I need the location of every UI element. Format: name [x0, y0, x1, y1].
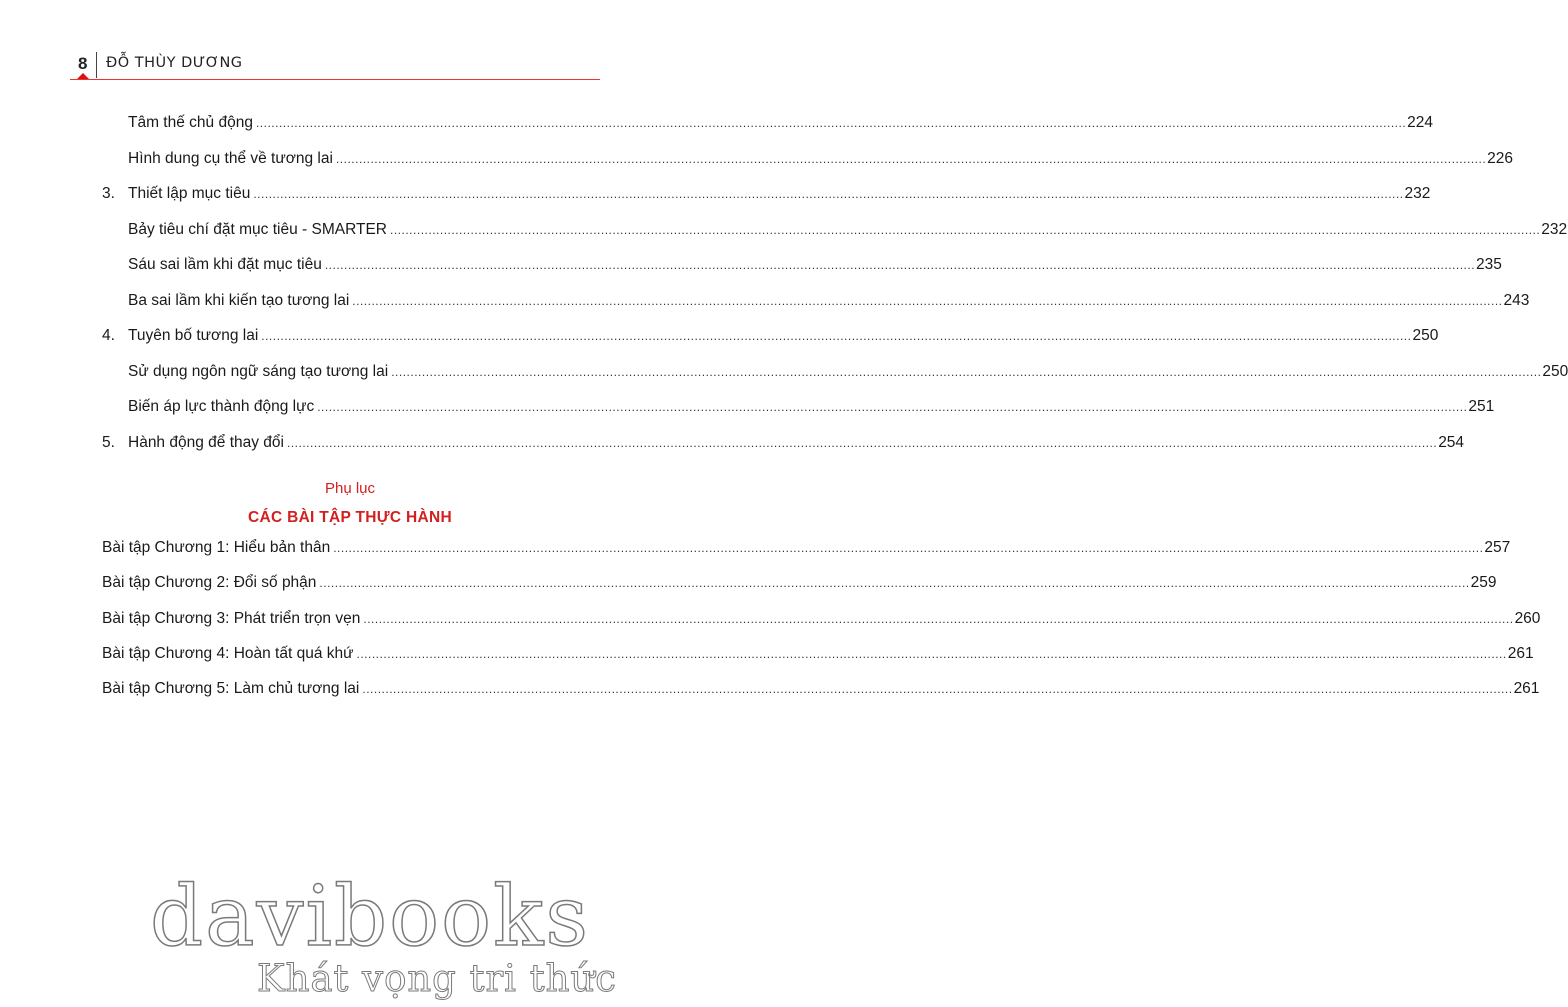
toc-entry-number: 5.	[102, 433, 115, 451]
toc-entry-page: 232	[1541, 220, 1568, 238]
toc-entry-title: Sáu sai lầm khi đặt mục tiêu	[128, 256, 322, 273]
toc-entry-title: Bảy tiêu chí đặt mục tiêu - SMARTER	[128, 220, 388, 238]
appendix-subtitle: Phụ lục	[324, 480, 376, 497]
dot-leader: ............................................................................................................................................................................................................................................................................................................	[255, 116, 1407, 130]
dot-leader: ............................................................................................................................................................................................................................................................................................................	[317, 400, 1468, 414]
toc-entry-title: Biến áp lực thành động lực	[128, 398, 315, 415]
toc-entry	[128, 114, 1434, 138]
toc-entry-page: 226	[1487, 149, 1514, 167]
triangle-marker-icon	[77, 73, 89, 79]
toc-entry	[102, 609, 1541, 634]
toc-entry	[102, 644, 1534, 669]
toc-entry	[102, 574, 1497, 598]
dot-leader: ............................................................................................................................................................................................................................................................................................................	[362, 682, 1513, 697]
toc-entry	[102, 433, 1465, 458]
watermark-logo: davibooks	[150, 868, 591, 965]
dot-leader: ............................................................................................................................................................................................................................................................................................................	[261, 329, 1412, 343]
toc-entry-title: Bài tập Chương 2: Đổi số phận	[102, 574, 317, 592]
toc-entry	[102, 185, 1431, 209]
toc-entry-page: 235	[1476, 256, 1502, 273]
toc-entry-page: 250	[1412, 327, 1439, 344]
toc-entry-page: 254	[1438, 433, 1465, 451]
toc-entry	[102, 327, 1439, 351]
toc-entry-page: 243	[1503, 291, 1530, 309]
toc-entry-page: 261	[1513, 680, 1540, 698]
toc-entry	[128, 149, 1514, 174]
dot-leader: ............................................................................................................................................................................................................................................................................................................	[390, 222, 1541, 237]
toc-entry-title: Tuyên bố tương lai	[128, 327, 259, 344]
toc-entry-title: Sử dụng ngôn ngữ sáng tạo tương lai	[128, 362, 389, 380]
header-rule	[70, 79, 600, 80]
watermark-tagline: Khát vọng tri thức	[257, 957, 618, 1000]
dot-leader: ............................................................................................................................................................................................................................................................................................................	[335, 151, 1487, 166]
dot-leader: ............................................................................................................................................................................................................................................................................................................	[363, 611, 1514, 626]
toc-entry-page: 261	[1507, 644, 1534, 662]
toc-entry-page: 232	[1404, 185, 1431, 202]
appendix-title: CÁC BÀI TẬP THỰC HÀNH	[247, 509, 452, 526]
toc-entry-title: Ba sai lầm khi kiến tạo tương lai	[128, 291, 350, 309]
toc-entry	[102, 680, 1540, 704]
toc-entry	[128, 256, 1502, 280]
toc-entry-page: 260	[1514, 609, 1541, 627]
toc-entry-page: 257	[1484, 539, 1511, 556]
page-number: 8	[78, 54, 88, 73]
dot-leader: ............................................................................................................................................................................................................................................................................................................	[319, 576, 1470, 591]
toc-entry-page: 224	[1407, 114, 1434, 131]
dot-leader: ............................................................................................................................................................................................................................................................................................................	[286, 435, 1438, 450]
toc-entry	[128, 291, 1530, 316]
toc-entry-title: Bài tập Chương 4: Hoàn tất quá khứ	[102, 644, 354, 662]
toc-entry-title: Bài tập Chương 1: Hiểu bản thân	[102, 539, 331, 556]
toc-entry-title: Tâm thế chủ động	[128, 114, 253, 131]
dot-leader: ............................................................................................................................................................................................................................................................................................................	[253, 187, 1404, 201]
toc-entry-page: 251	[1468, 398, 1495, 415]
toc-entry-title: Thiết lập mục tiêu	[128, 185, 251, 202]
header-divider	[96, 52, 97, 78]
toc-entry-number: 3.	[102, 185, 115, 202]
dot-leader: ............................................................................................................................................................................................................................................................................................................	[333, 541, 1484, 555]
running-header	[70, 52, 600, 82]
toc-entry-page: 259	[1470, 574, 1497, 592]
toc-entry	[128, 220, 1568, 245]
toc-entry-page: 250	[1542, 362, 1568, 380]
toc-entry-title: Bài tập Chương 5: Làm chủ tương lai	[102, 680, 360, 698]
toc-entry-title: Hành động để thay đổi	[128, 433, 284, 451]
author-name: ĐỖ THÙY DƯƠNG	[106, 55, 243, 71]
dot-leader: ............................................................................................................................................................................................................................................................................................................	[324, 258, 1476, 272]
dot-leader: ............................................................................................................................................................................................................................................................................................................	[391, 364, 1542, 379]
toc-entry-title: Bài tập Chương 3: Phát triển trọn vẹn	[102, 609, 361, 627]
dot-leader: ............................................................................................................................................................................................................................................................................................................	[356, 646, 1507, 661]
toc-entry	[102, 539, 1511, 563]
dot-leader: ............................................................................................................................................................................................................................................................................................................	[352, 293, 1503, 308]
toc-entry-number: 4.	[102, 327, 115, 344]
toc-entry-title: Hình dung cụ thể về tương lai	[128, 149, 333, 167]
toc-entry	[128, 398, 1495, 422]
toc-entry	[128, 362, 1568, 387]
